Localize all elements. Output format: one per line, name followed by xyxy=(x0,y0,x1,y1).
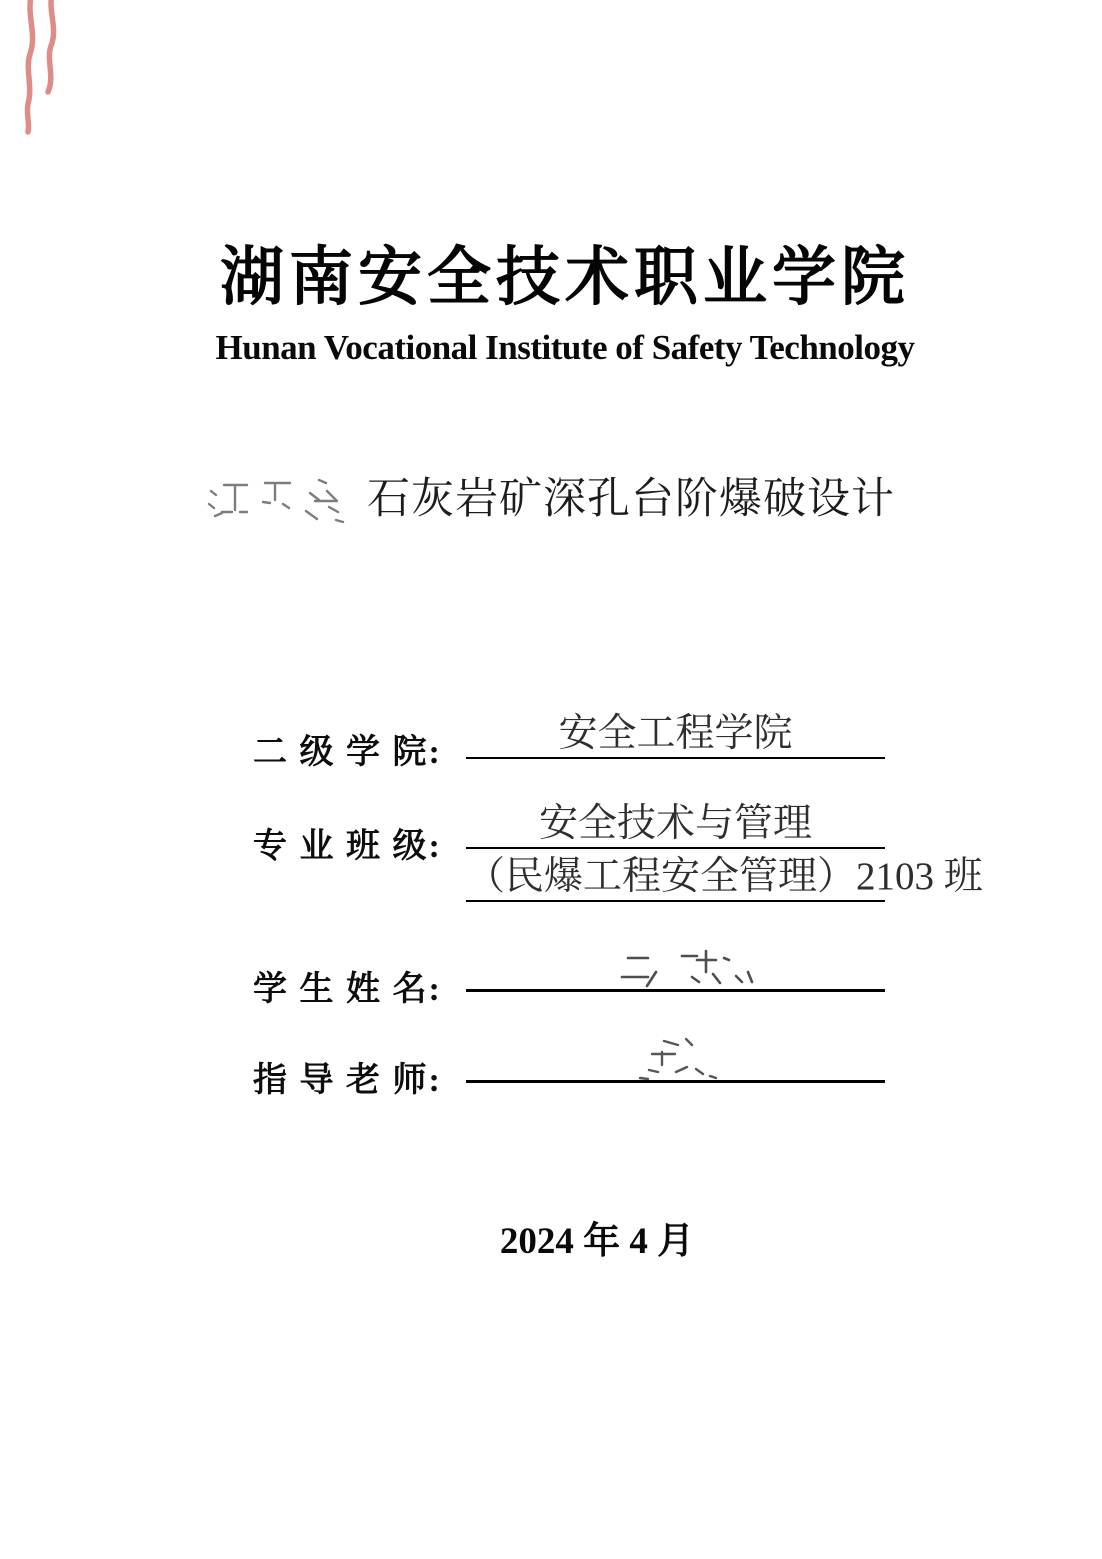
field-underline-major xyxy=(466,847,885,849)
field-underline-advisor-name xyxy=(466,1080,885,1083)
field-value-secondary-college: 安全工程学院 xyxy=(558,712,793,755)
field-underline-student-name xyxy=(466,989,885,992)
field-underline-class xyxy=(466,900,885,902)
red-ink-mark xyxy=(18,0,66,138)
project-title xyxy=(0,474,1102,526)
field-label-advisor-name: 指 导 老 师: xyxy=(253,1062,442,1099)
redacted-student-name-remnant xyxy=(618,946,768,990)
field-label-student-name: 学 生 姓 名: xyxy=(253,971,442,1008)
field-underline-secondary-college xyxy=(466,757,885,759)
field-value-class: （民爆工程安全管理）2103 班 xyxy=(466,855,983,898)
field-label-secondary-college: 二 级 学 院: xyxy=(253,734,442,771)
date: 2024 年 4 月 xyxy=(499,1221,695,1262)
erased-title-remnant xyxy=(207,474,357,526)
redacted-advisor-name-remnant xyxy=(634,1034,756,1082)
field-value-major: 安全技术与管理 xyxy=(538,802,812,845)
field-label-major-class: 专 业 班 级: xyxy=(253,828,442,865)
project-title-text: 石灰岩矿深孔台阶爆破设计 xyxy=(367,476,895,523)
institution-name-cn: 湖南安全技术职业学院 xyxy=(220,242,910,313)
institution-name-en: Hunan Vocational Institute of Safety Technology xyxy=(215,328,915,367)
